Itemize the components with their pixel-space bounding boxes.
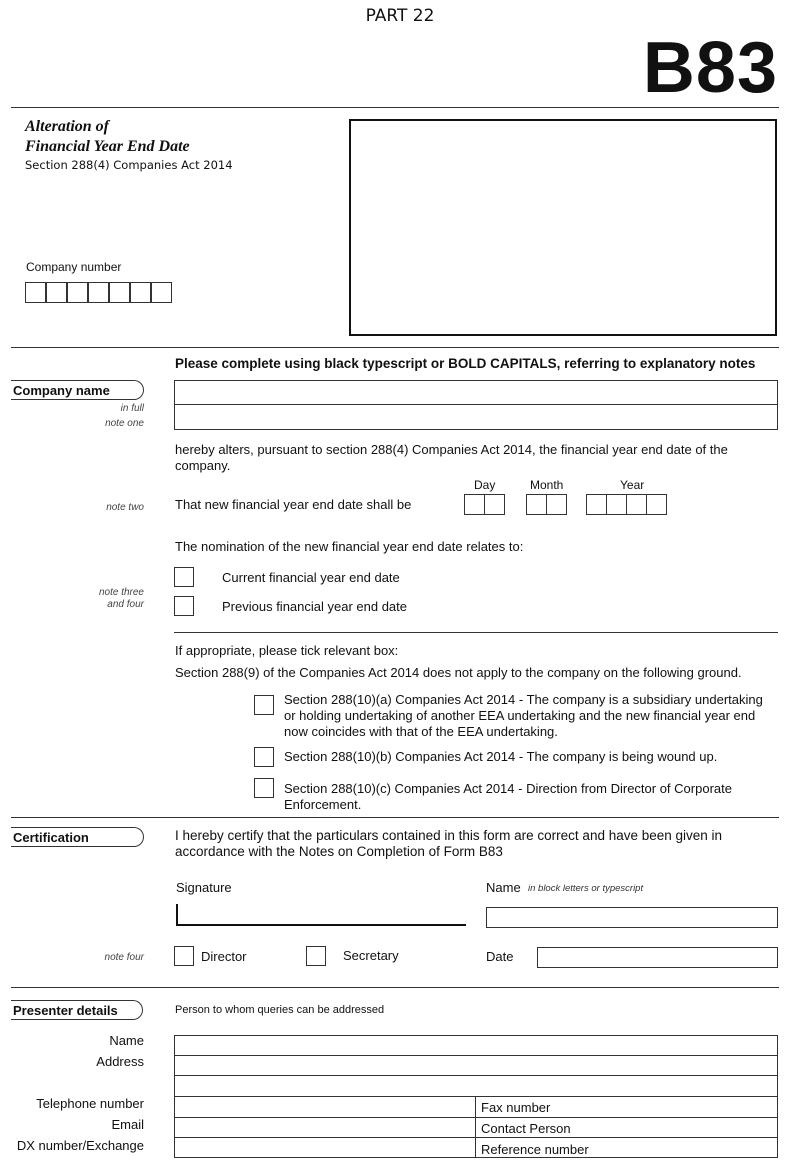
certification-tab: Certification <box>11 827 144 847</box>
note-four: note four <box>104 952 144 963</box>
company-number-box[interactable] <box>46 282 67 303</box>
month-box[interactable] <box>526 494 547 515</box>
presenter-address-input-1[interactable] <box>174 1055 778 1076</box>
current-year-checkbox[interactable] <box>174 567 194 587</box>
company-name-input-line2[interactable] <box>174 404 778 430</box>
presenter-name-input[interactable] <box>174 1035 778 1056</box>
name-input[interactable] <box>486 907 778 928</box>
reference-number-label: Reference number <box>481 1142 589 1157</box>
day-box[interactable] <box>484 494 505 515</box>
option-c-label: Section 288(10)(c) Companies Act 2014 - Direction from Director of Corporate Enforcement. <box>284 781 732 812</box>
company-number-box[interactable] <box>151 282 172 303</box>
year-box[interactable] <box>646 494 667 515</box>
part-label: PART 22 <box>365 6 435 26</box>
company-number-box[interactable] <box>25 282 46 303</box>
signature-field[interactable] <box>176 904 466 926</box>
signature-label: Signature <box>176 880 232 895</box>
option-c-checkbox[interactable] <box>254 778 274 798</box>
contact-person-label: Contact Person <box>481 1121 571 1136</box>
alteration-text: hereby alters, pursuant to section 288(4) Companies Act 2014, the financial year end date of the company. <box>175 442 728 473</box>
nomination-text: The nomination of the new financial year end date relates to: <box>175 539 524 554</box>
previous-year-label: Previous financial year end date <box>222 599 408 614</box>
presenter-address-label: Address <box>96 1054 144 1069</box>
current-year-label: Current financial year end date <box>222 570 400 585</box>
option-a-label: Section 288(10)(a) Companies Act 2014 - The company is a subsidiary undertaking or holding undertaking of another EEA undertaking and the new financial year end now coincides with that of the EEA undertaking. <box>284 692 763 739</box>
form-number: B83 <box>642 28 778 108</box>
year-label: Year <box>620 478 645 492</box>
company-name-note-one: note one <box>105 418 144 429</box>
note-and-four: and four <box>107 599 144 610</box>
header-divider <box>11 107 779 108</box>
section-reference: Section 288(4) Companies Act 2014 <box>25 158 233 172</box>
office-stamp-box <box>349 119 777 336</box>
company-name-note-infull: in full <box>120 403 144 414</box>
year-box[interactable] <box>606 494 627 515</box>
certification-text: I hereby certify that the particulars contained in this form are correct and have been given in accordance with the Notes on Completion of Form B83 <box>175 828 723 859</box>
director-checkbox[interactable] <box>174 946 194 966</box>
day-box[interactable] <box>464 494 485 515</box>
year-box[interactable] <box>586 494 607 515</box>
date-input[interactable] <box>537 947 778 968</box>
presenter-telephone-label: Telephone number <box>36 1096 144 1111</box>
company-number-box[interactable] <box>109 282 130 303</box>
company-number-box[interactable] <box>67 282 88 303</box>
note-two: note two <box>106 502 144 513</box>
company-number-input[interactable] <box>25 282 172 303</box>
presenter-name-label: Name <box>109 1033 144 1048</box>
option-b-label: Section 288(10)(b) Companies Act 2014 - The company is being wound up. <box>284 749 718 764</box>
presenter-telephone-input[interactable] <box>174 1096 476 1118</box>
form-title <box>25 117 190 157</box>
presenter-address-input-2[interactable] <box>174 1075 778 1097</box>
presenter-email-label: Email <box>111 1117 144 1132</box>
day-label: Day <box>474 478 496 492</box>
presenter-dx-input[interactable] <box>174 1137 476 1158</box>
secretary-checkbox[interactable] <box>306 946 326 966</box>
fax-label: Fax number <box>481 1100 551 1115</box>
presenter-email-input[interactable] <box>174 1117 476 1138</box>
presenter-subtitle: Person to whom queries can be addressed <box>175 1004 385 1016</box>
presenter-tab: Presenter details <box>11 1000 143 1020</box>
option-b-checkbox[interactable] <box>254 747 274 767</box>
company-name-tab: Company name <box>11 380 144 400</box>
form-title-line1: Alteration of <box>25 118 110 135</box>
previous-year-checkbox[interactable] <box>174 596 194 616</box>
tick-intro: If appropriate, please tick relevant box: <box>175 643 399 658</box>
divider <box>11 817 779 818</box>
name-label: Name <box>486 880 521 895</box>
date-label: Date <box>486 949 514 964</box>
note-three: note three <box>98 587 144 598</box>
company-number-box[interactable] <box>88 282 109 303</box>
form-title-line2: Financial Year End Date <box>25 138 190 155</box>
company-name-input-line1[interactable] <box>174 380 778 405</box>
new-date-label: That new financial year end date shall be <box>175 497 412 512</box>
option-a-checkbox[interactable] <box>254 695 274 715</box>
company-number-box[interactable] <box>130 282 151 303</box>
ground-text: Section 288(9) of the Companies Act 2014 does not apply to the company on the following ground. <box>175 665 742 680</box>
instruction-text: Please complete using black typescript or BOLD CAPITALS, referring to explanatory notes <box>175 356 756 371</box>
presenter-dx-label: DX number/Exchange <box>16 1138 144 1153</box>
month-label: Month <box>530 478 564 492</box>
name-hint: in block letters or typescript <box>528 883 644 894</box>
year-box[interactable] <box>626 494 647 515</box>
divider <box>11 347 779 348</box>
company-number-label: Company number <box>26 260 122 274</box>
secretary-label: Secretary <box>343 948 399 963</box>
divider <box>174 632 778 633</box>
director-label: Director <box>201 949 247 964</box>
divider <box>11 987 779 988</box>
month-box[interactable] <box>546 494 567 515</box>
